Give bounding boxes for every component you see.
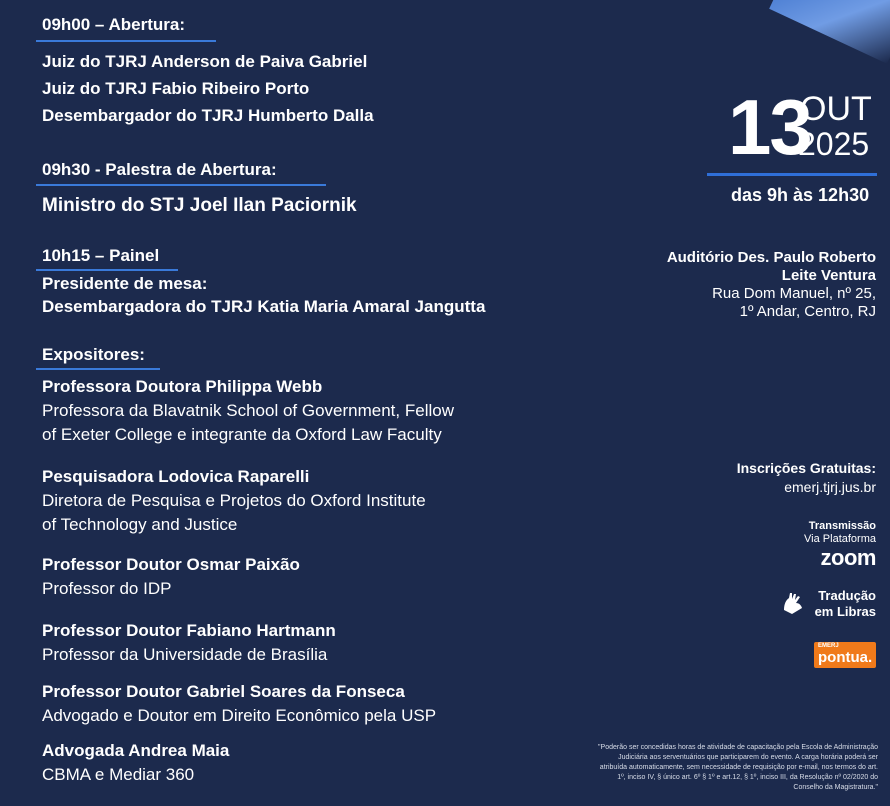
exhibitor-desc: Professora da Blavatnik School of Government, Fellow	[42, 401, 454, 420]
panel-chair: Desembargadora do TJRJ Katia Maria Amaral Jangutta	[42, 297, 486, 316]
sign-language-icon	[780, 590, 806, 616]
event-date	[728, 83, 878, 171]
platform-label: Via Plataforma	[804, 533, 876, 545]
panel-title: 10h15 – Painel	[42, 246, 160, 265]
keynote-underline	[36, 184, 326, 186]
exhibitors-title: Expositores:	[42, 345, 145, 364]
exhibitors-underline	[36, 368, 160, 370]
date-divider	[707, 173, 877, 176]
keynote-speaker: Ministro do STJ Joel Ilan Paciornik	[42, 195, 357, 216]
registration-site[interactable]: emerj.tjrj.jus.br	[784, 479, 876, 495]
opening-title: 09h00 – Abertura:	[42, 15, 185, 34]
transmission-label: Transmissão	[808, 520, 876, 532]
registration-label: Inscrições Gratuitas:	[736, 460, 876, 476]
exhibitor-desc: Advogado e Doutor em Direito Econômico pela USP	[42, 706, 437, 725]
event-year: 2025	[798, 126, 870, 162]
venue-line-2: Leite Ventura	[781, 267, 876, 284]
exhibitor-name: Professor Doutor Gabriel Soares da Fonseca	[42, 682, 405, 701]
pontua-logo	[814, 642, 876, 668]
pontua-word: pontua.	[818, 649, 873, 666]
event-hours: das 9h às 12h30	[731, 185, 870, 205]
event-day: 13	[728, 83, 811, 171]
event-month: OUT	[800, 90, 872, 128]
exhibitor-desc: of Exeter College e integrante da Oxford Law Faculty	[42, 425, 442, 444]
exhibitor-name: Advogada Andrea Maia	[42, 741, 230, 760]
exhibitor-desc: Diretora de Pesquisa e Projetos do Oxford Institute	[42, 491, 426, 510]
zoom-logo: zoom	[820, 545, 876, 570]
opening-speaker-1: Juiz do TJRJ Anderson de Paiva Gabriel	[42, 52, 368, 71]
exhibitor-name: Professora Doutora Philippa Webb	[42, 377, 323, 396]
pontua-small-label: EMERJ	[818, 643, 839, 649]
keynote-title: 09h30 - Palestra de Abertura:	[42, 160, 277, 179]
address-line-2: 1º Andar, Centro, RJ	[739, 303, 876, 320]
exhibitor-name: Pesquisadora Lodovica Raparelli	[42, 467, 310, 486]
panel-chair-label: Presidente de mesa:	[42, 274, 208, 293]
disclaimer-text: "Poderão ser concedidas horas de atividade de capacitação pela Escola de Administração Judiciária aos serventuários que participarem do evento. A carga horária poderá ser atribuída automaticamente, sem necessidade de requisição por e-mail, nos termos do art. 1º, inciso IV, § único art. 6º § 1º e art.12, § 1º, inciso III, da Resolução nº 02/2020 do Conselho da Magistratura."	[598, 744, 878, 791]
exhibitor-name: Professor Doutor Fabiano Hartmann	[42, 621, 336, 640]
opening-speaker-2: Juiz do TJRJ Fabio Ribeiro Porto	[42, 79, 310, 98]
corner-decoration	[769, 0, 890, 64]
opening-speaker-3: Desembargador do TJRJ Humberto Dalla	[42, 106, 374, 125]
exhibitor-desc: CBMA e Mediar 360	[42, 765, 195, 784]
opening-underline	[36, 40, 216, 42]
translation-line-1: Tradução	[818, 588, 876, 603]
exhibitor-desc: Professor da Universidade de Brasília	[42, 645, 328, 664]
panel-underline	[36, 269, 178, 271]
exhibitor-name: Professor Doutor Osmar Paixão	[42, 555, 300, 574]
exhibitor-desc: Professor do IDP	[42, 579, 172, 598]
translation-line-2: em Libras	[814, 604, 876, 619]
exhibitor-desc: of Technology and Justice	[42, 515, 238, 534]
venue-line-1: Auditório Des. Paulo Roberto	[666, 249, 876, 266]
address-line-1: Rua Dom Manuel, nº 25,	[712, 285, 876, 302]
